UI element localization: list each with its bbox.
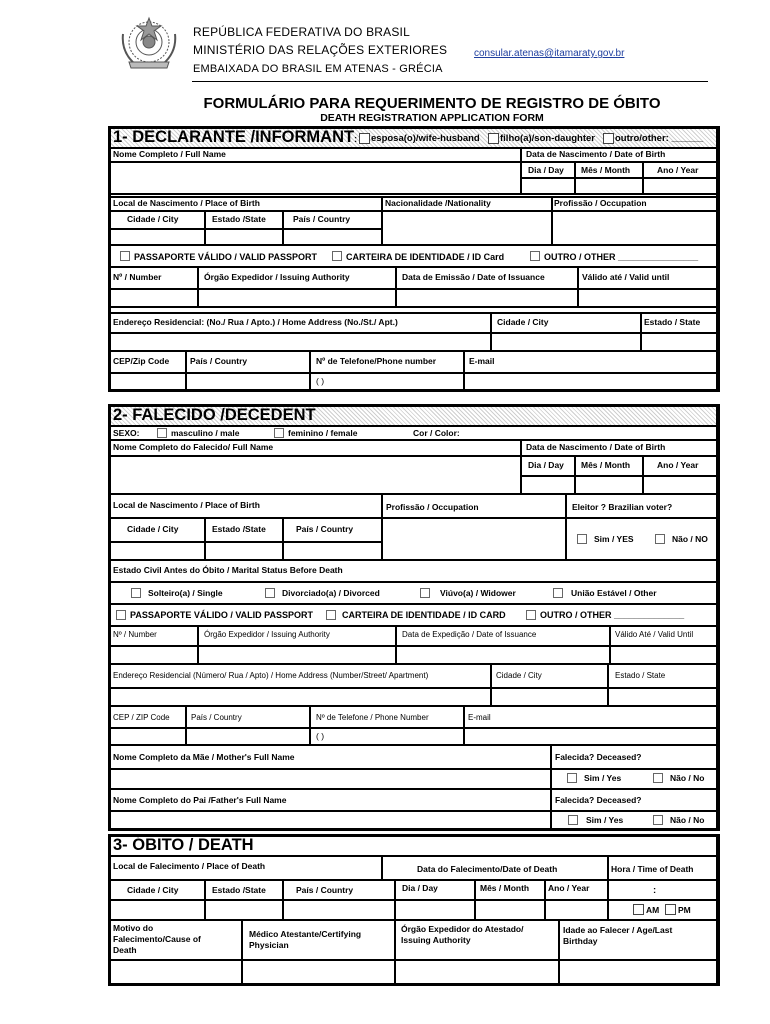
cause-of-death-input[interactable]	[110, 960, 242, 984]
decedent-birth-state-input[interactable]	[205, 542, 283, 560]
doc-number-input[interactable]	[110, 289, 198, 307]
issuing-authority-input[interactable]	[198, 289, 396, 307]
address-label: Endereço Residencial: (No./ Rua / Apto.) / Home Address (No./St./ Apt.)	[113, 317, 398, 327]
year-label: Ano / Year	[657, 460, 699, 470]
valid-until-input[interactable]	[578, 289, 717, 307]
voter-yes-checkbox[interactable]	[577, 534, 587, 544]
issuing-label: Órgão Expedidor / Issuing Authority	[204, 272, 350, 282]
father-deceased-no-label: Não / No	[670, 815, 705, 825]
decedent-profession-input[interactable]	[382, 518, 566, 560]
section-decedent	[108, 404, 720, 831]
color-label: Cor / Color:	[413, 428, 460, 438]
other-doc-checkbox[interactable]	[530, 251, 540, 261]
ampm-cell	[608, 900, 717, 920]
brazil-coat-of-arms-icon	[115, 12, 183, 74]
decedent-address-state-input[interactable]	[608, 688, 717, 706]
day-label: Dia / Day	[528, 460, 564, 470]
decedent-email-input[interactable]	[464, 728, 717, 745]
marital-divorced-checkbox[interactable]	[265, 588, 275, 598]
valid-until-label: Válido até / Valid until	[582, 272, 670, 282]
mother-deceased-no-label: Não / No	[670, 773, 705, 783]
authority-label-1: Órgão Expedidor do Atestado/	[401, 924, 524, 934]
death-city-input[interactable]	[110, 900, 205, 920]
section-title: 2- FALECIDO /DECEDENT	[113, 406, 316, 424]
decedent-doc-number-input[interactable]	[110, 646, 198, 664]
physician-label-2: Physician	[249, 940, 289, 950]
issuing-label: Órgão Expedidor / Issuing Authority	[204, 630, 330, 639]
id-card-checkbox[interactable]	[332, 251, 342, 261]
city-label: Cidade / City	[127, 524, 179, 534]
form-title: FORMULÁRIO PARA REQUERIMENTO DE REGISTRO DE ÓBITO	[203, 95, 661, 112]
consulate-email-link[interactable]: consular.atenas@itamaraty.gov.br	[474, 48, 625, 59]
phone-parentheses: ( )	[316, 731, 325, 741]
profession-label: Profissão / Occupation	[554, 198, 647, 208]
mother-deceased-yes-checkbox[interactable]	[567, 773, 577, 783]
nationality-input[interactable]	[382, 211, 552, 245]
pm-label: PM	[678, 905, 691, 915]
header-divider	[192, 81, 708, 82]
birth-date-label: Data de Nascimento / Date of Birth	[526, 149, 666, 159]
sex-male-checkbox[interactable]	[157, 428, 167, 438]
issue-date-label: Data de Emissão / Date of Issuance	[402, 272, 545, 282]
father-deceased-label: Falecida? Deceased?	[555, 795, 642, 805]
cause-label-1: Motivo do	[113, 923, 154, 933]
address-state-label: Estado / State	[615, 671, 666, 680]
death-place-label: Local de Falecimento / Place of Death	[113, 861, 266, 871]
cause-label-2: Falecimento/Cause of	[113, 934, 201, 944]
decedent-zip-input[interactable]	[110, 728, 186, 745]
informant-full-name-input[interactable]	[110, 162, 521, 194]
email-label: E-mail	[469, 356, 495, 366]
birth-city-input[interactable]	[110, 229, 205, 245]
country-label: País / Country	[296, 885, 354, 895]
zip-country-label: País / Country	[191, 713, 242, 722]
marital-widow-checkbox[interactable]	[420, 588, 430, 598]
mother-deceased-label: Falecida? Deceased?	[555, 752, 642, 762]
month-label: Mês / Month	[581, 460, 631, 470]
decedent-full-name-input[interactable]	[110, 456, 521, 494]
voter-yes-label: Sim / YES	[594, 534, 634, 544]
father-deceased-yes-checkbox[interactable]	[568, 815, 578, 825]
relationship-spouse-label: esposa(o)/wife-husband	[371, 133, 480, 144]
zip-label: CEP/Zip Code	[113, 356, 170, 366]
header-embassy: EMBAIXADA DO BRASIL EM ATENAS - GRÉCIA	[193, 63, 443, 75]
father-label: Nome Completo do Pai /Father's Full Name	[113, 795, 287, 805]
certifying-physician-input[interactable]	[242, 960, 395, 984]
death-state-input[interactable]	[205, 900, 283, 920]
phone-label: Nº de Telefone / Phone Number	[316, 713, 429, 722]
section-informant	[108, 126, 720, 392]
number-label: Nº / Number	[113, 630, 157, 639]
form-subtitle: DEATH REGISTRATION APPLICATION FORM	[320, 112, 544, 124]
mother-deceased-yes-label: Sim / Yes	[584, 773, 622, 783]
zip-country-label: País / Country	[190, 356, 248, 366]
id-card-checkbox[interactable]	[326, 610, 336, 620]
sex-male-label: masculino / male	[171, 428, 240, 438]
decedent-address-city-input[interactable]	[491, 688, 608, 706]
death-time-label: Hora / Time of Death	[611, 864, 694, 874]
death-country-input[interactable]	[283, 900, 395, 920]
father-deceased-no-checkbox[interactable]	[653, 815, 663, 825]
father-deceased-yes-label: Sim / Yes	[586, 815, 624, 825]
marital-single-label: Solteiro(a) / Single	[148, 588, 223, 598]
am-label: AM	[646, 905, 660, 915]
birth-state-input[interactable]	[205, 229, 283, 245]
zip-country-input[interactable]	[186, 373, 310, 390]
id-card-label: CARTEIRA DE IDENTIDADE / ID Card	[346, 252, 505, 262]
phone-label: Nº de Telefone/Phone number	[316, 356, 437, 366]
passport-label: PASSAPORTE VÁLIDO / VALID PASSPORT	[134, 252, 318, 262]
email-label-cell	[464, 706, 717, 728]
country-label: País / Country	[293, 214, 351, 224]
decedent-zip-country-input[interactable]	[186, 728, 310, 745]
zip-label: CEP / ZIP Code	[113, 713, 170, 722]
cause-label-3: Death	[113, 945, 137, 955]
zip-input[interactable]	[110, 373, 186, 390]
time-colon: :	[653, 885, 657, 896]
decedent-birth-city-input[interactable]	[110, 542, 205, 560]
marital-union-checkbox[interactable]	[553, 588, 563, 598]
section-title: 1- DECLARANTE /INFORMANT	[113, 128, 355, 146]
birth-year-input[interactable]	[643, 178, 717, 194]
voter-no-checkbox[interactable]	[655, 534, 665, 544]
number-label: Nº / Number	[113, 272, 162, 282]
decedent-birth-country-input[interactable]	[283, 542, 382, 560]
sex-female-label: feminino / female	[288, 428, 358, 438]
decedent-birth-year-input[interactable]	[643, 476, 717, 494]
birth-date-label: Data de Nascimento / Date of Birth	[526, 442, 666, 452]
section-title: 3- ÓBITO / DEATH	[113, 836, 254, 854]
sex-female-checkbox[interactable]	[274, 428, 284, 438]
death-day-input[interactable]	[395, 900, 475, 920]
age-label-2: Birthday	[563, 936, 598, 946]
address-label: Endereço Residencial (Número/ Rua / Apto) / Home Address (Number/Street/ Apartment)	[113, 671, 429, 680]
marital-divorced-label: Divorciado(a) / Divorced	[282, 588, 380, 598]
death-year-input[interactable]	[545, 900, 608, 920]
mother-name-input[interactable]	[110, 769, 551, 789]
age-label-1: Idade ao Falecer / Age/Last	[563, 925, 673, 935]
decedent-valid-until-input[interactable]	[610, 646, 717, 664]
nationality-label: Nacionalidade /Nationality	[385, 198, 491, 208]
decedent-phone-input[interactable]	[310, 728, 464, 745]
death-date-label: Data do Falecimento/Date of Death	[417, 864, 558, 874]
mother-label: Nome Completo da Mãe / Mother's Full Name	[113, 752, 295, 762]
issue-date-label: Data de Expedição / Date of Issuance	[402, 630, 537, 639]
relationship-child-checkbox[interactable]	[488, 133, 499, 144]
address-city-label: Cidade / City	[497, 317, 549, 327]
form-header	[0, 0, 770, 124]
birth-month-input[interactable]	[575, 178, 643, 194]
physician-label-1: Médico Atestante/Certifying	[249, 929, 362, 939]
profession-label: Profissão / Occupation	[386, 502, 479, 512]
address-state-label: Estado / State	[644, 317, 701, 327]
marital-union-label: União Estável / Other	[571, 588, 657, 598]
email-label: E-mail	[468, 713, 491, 722]
marital-label: Estado Civil Antes do Óbito / Marital Status Before Death	[113, 565, 343, 575]
full-name-label: Nome Completo / Full Name	[113, 149, 226, 159]
year-label: Ano / Year	[657, 165, 699, 175]
death-time-input[interactable]	[608, 880, 717, 900]
relationship-other-checkbox[interactable]	[603, 133, 614, 144]
death-month-input[interactable]	[475, 900, 545, 920]
country-label: País / Country	[296, 524, 354, 534]
relationship-spouse-checkbox[interactable]	[359, 133, 370, 144]
email-input[interactable]	[464, 373, 717, 390]
birth-day-input[interactable]	[521, 178, 575, 194]
valid-until-label: Válido Até / Valid Until	[615, 630, 694, 639]
city-label: Cidade / City	[127, 885, 179, 895]
birthplace-label: Local de Nascimento / Place of Birth	[113, 500, 260, 510]
relationship-child-label: filho(a)/son-daughter	[500, 133, 595, 144]
decedent-birth-month-input[interactable]	[575, 476, 643, 494]
pm-checkbox[interactable]	[665, 904, 676, 915]
full-name-label: Nome Completo do Falecido/ Full Name	[113, 442, 274, 452]
passport-checkbox[interactable]	[120, 251, 130, 261]
decedent-birth-day-input[interactable]	[521, 476, 575, 494]
home-address-input[interactable]	[110, 333, 491, 351]
id-card-label: CARTEIRA DE IDENTIDADE / ID CARD	[342, 610, 506, 620]
state-label: Estado /State	[212, 524, 266, 534]
decedent-issuing-input[interactable]	[198, 646, 396, 664]
month-label: Mês / Month	[581, 165, 631, 175]
decedent-address-input[interactable]	[110, 688, 491, 706]
colon: :	[354, 134, 358, 145]
phone-parentheses: ( )	[316, 376, 325, 386]
day-label: Dia / Day	[402, 883, 438, 893]
section-death	[108, 834, 720, 986]
state-label: Estado /State	[212, 885, 266, 895]
passport-checkbox[interactable]	[116, 610, 126, 620]
address-state-input[interactable]	[641, 333, 717, 351]
profession-input[interactable]	[552, 211, 717, 245]
decedent-issue-date-input[interactable]	[396, 646, 610, 664]
day-label: Dia / Day	[528, 165, 564, 175]
marital-widow-label: Viúvo(a) / Widower	[440, 588, 516, 598]
age-at-death-input[interactable]	[559, 960, 717, 984]
father-name-input[interactable]	[110, 811, 551, 829]
marital-single-checkbox[interactable]	[131, 588, 141, 598]
email-label-cell	[464, 351, 717, 373]
birth-country-input[interactable]	[283, 229, 382, 245]
certificate-authority-input[interactable]	[395, 960, 559, 984]
phone-input[interactable]	[310, 373, 464, 390]
address-city-label: Cidade / City	[496, 671, 542, 680]
sex-label: SEXO:	[113, 428, 140, 438]
state-label: Estado /State	[212, 214, 266, 224]
passport-label: PASSAPORTE VÁLIDO / VALID PASSPORT	[130, 610, 314, 620]
other-doc-label: OUTRO / OTHER ______________	[540, 610, 685, 620]
mother-deceased-no-checkbox[interactable]	[653, 773, 663, 783]
city-label: Cidade / City	[127, 214, 179, 224]
authority-label-2: Issuing Authority	[401, 935, 471, 945]
year-label: Ano / Year	[548, 883, 590, 893]
relationship-other-label: outro/other: ______	[615, 133, 704, 144]
month-label: Mês / Month	[480, 883, 530, 893]
other-doc-checkbox[interactable]	[526, 610, 536, 620]
am-checkbox[interactable]	[633, 904, 644, 915]
issue-date-input[interactable]	[396, 289, 578, 307]
voter-label: Eleitor ? Brazilian voter?	[572, 502, 673, 512]
voter-no-label: Não / NO	[672, 534, 708, 544]
address-city-input[interactable]	[491, 333, 641, 351]
header-republic: REPÚBLICA FEDERATIVA DO BRASIL	[193, 25, 410, 39]
header-ministry: MINISTÉRIO DAS RELAÇÕES EXTERIORES	[193, 43, 448, 57]
birthplace-label: Local de Nascimento / Place of Birth	[113, 198, 260, 208]
other-doc-label: OUTRO / OTHER ________________	[544, 252, 699, 262]
